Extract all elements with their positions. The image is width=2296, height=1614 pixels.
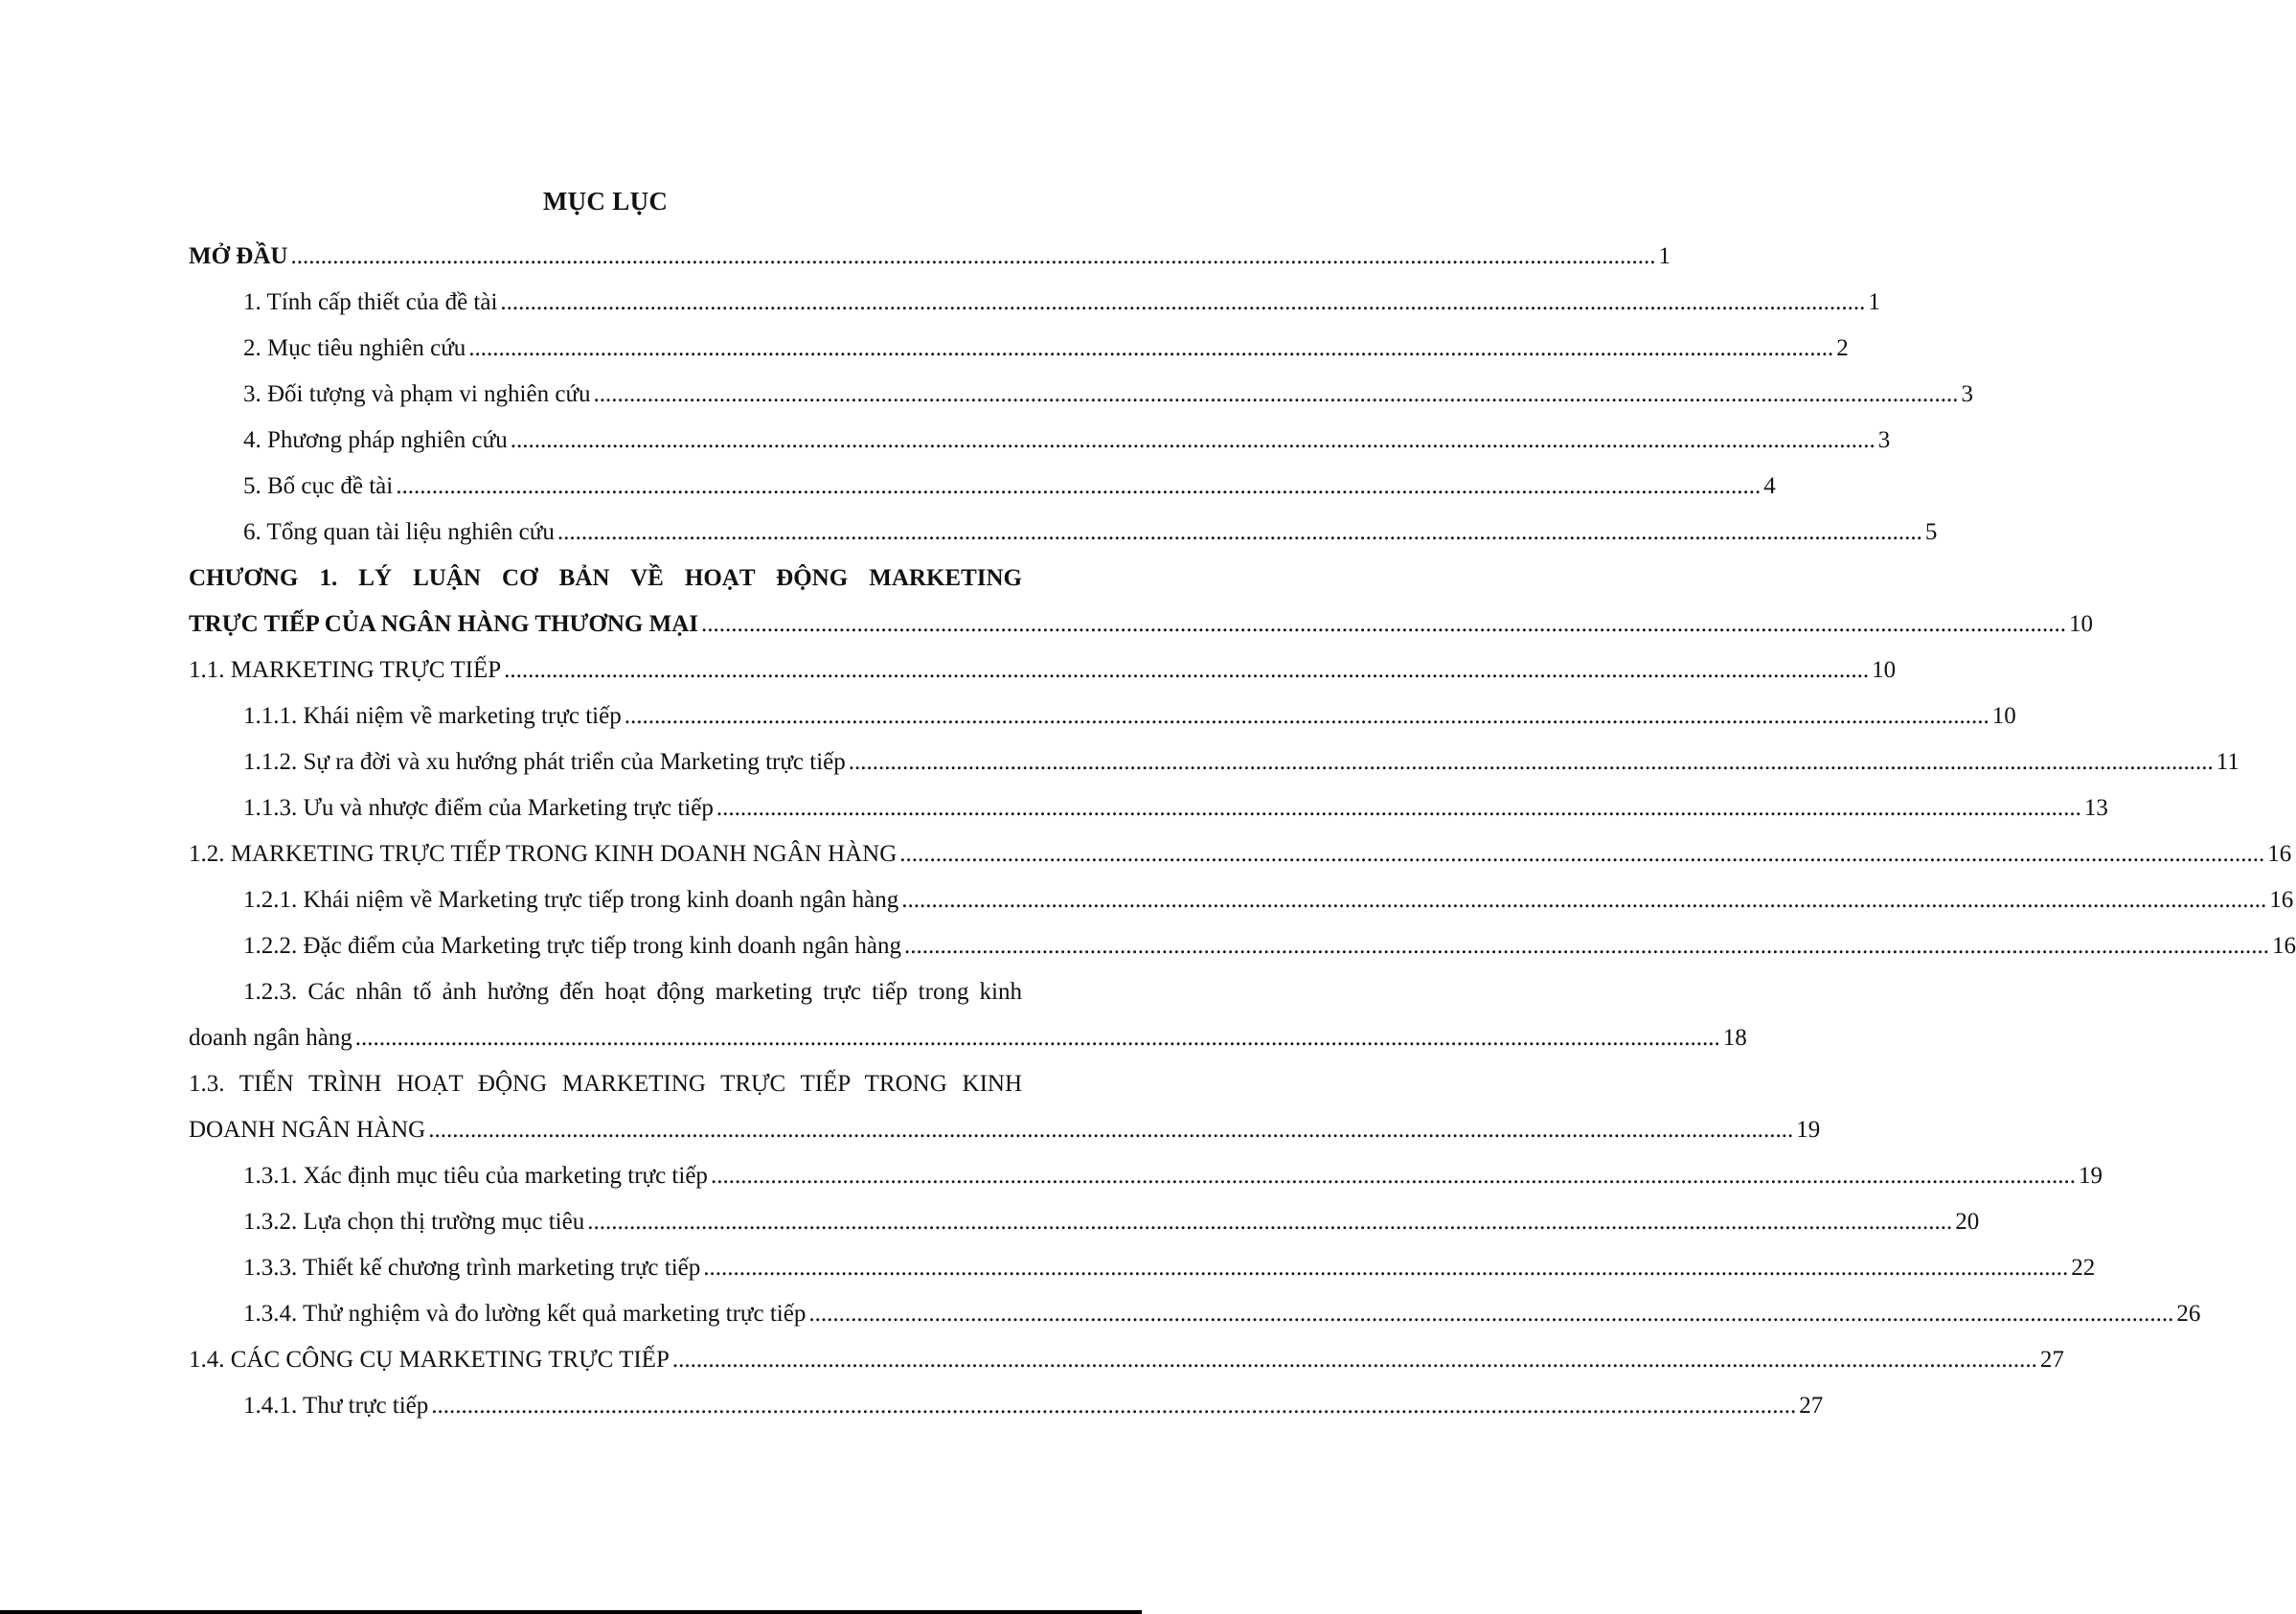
dot-leader <box>431 1383 1796 1429</box>
toc-entry[interactable] <box>189 831 2292 877</box>
toc-entry[interactable] <box>189 1107 1821 1153</box>
toc-entry[interactable] <box>189 1199 1980 1245</box>
toc-entry-page: 26 <box>2176 1301 2201 1327</box>
toc-entry-text: MỞ ĐẦU <box>189 243 288 269</box>
dot-leader <box>899 831 2264 877</box>
toc-entry[interactable] <box>189 648 1897 693</box>
toc-entry-text: 1.1. MARKETING TRỰC TIẾP <box>189 657 502 683</box>
toc-entry-text: 1.1.3. Ưu và nhược điểm của Marketing trực tiếp <box>243 795 714 821</box>
toc-entry[interactable] <box>189 326 1849 372</box>
toc-entry-page: 3 <box>1961 381 1973 407</box>
table-of-contents <box>189 182 2296 1429</box>
toc-entry-page: 27 <box>1799 1393 1824 1419</box>
toc-entry[interactable] <box>189 1015 1747 1061</box>
dot-leader <box>711 1153 2076 1199</box>
toc-entry-text: 1.3.1. Xác định mục tiêu của marketing trực tiếp <box>243 1163 708 1189</box>
toc-entry-1-3-line-1[interactable]: 1.3. TIẾN TRÌNH HOẠT ĐỘNG MARKETING TRỰC TIẾP TRONG KINH <box>189 1071 1022 1097</box>
page-bottom-edge <box>0 1610 1142 1614</box>
toc-entry-page: 2 <box>1836 335 1849 361</box>
toc-entry-text: 1.2.2. Đặc điểm của Marketing trực tiếp trong kinh doanh ngân hàng <box>243 933 901 959</box>
toc-entry-page: 16 <box>2271 933 2296 959</box>
toc-entry-page: 5 <box>1924 519 1938 545</box>
dot-leader <box>849 739 2214 785</box>
dot-leader <box>625 693 1989 739</box>
dot-leader <box>511 418 1875 464</box>
toc-entry[interactable] <box>189 739 2239 785</box>
toc-entry[interactable] <box>189 510 1938 556</box>
toc-entry-text: 1.4.1. Thư trực tiếp <box>243 1393 429 1419</box>
dot-leader <box>701 602 2066 648</box>
toc-entry-text: TRỰC TIẾP CỦA NGÂN HÀNG THƯƠNG MẠI <box>189 611 698 637</box>
toc-entry[interactable] <box>189 1291 2201 1337</box>
toc-entry-page: 13 <box>2083 795 2108 821</box>
toc-entry-text: 1.1.2. Sự ra đời và xu hướng phát triển của Marketing trực tiếp <box>243 749 846 775</box>
toc-entry-1-2-3-line-1[interactable]: 1.2.3. Các nhân tố ảnh hưởng đến hoạt động marketing trực tiếp trong kinh <box>243 979 1022 1005</box>
toc-entry-text: 1.2. MARKETING TRỰC TIẾP TRONG KINH DOANH NGÂN HÀNG <box>189 841 898 867</box>
toc-entry[interactable] <box>189 693 2016 739</box>
dot-leader <box>703 1245 2068 1291</box>
toc-entry-text: doanh ngân hàng <box>189 1025 352 1051</box>
toc-entry-page: 16 <box>2267 841 2292 867</box>
toc-entry-text: 2. Mục tiêu nghiên cứu <box>243 335 466 361</box>
toc-entry-page: 20 <box>1955 1209 1980 1235</box>
toc-entry-page: 4 <box>1763 473 1776 499</box>
toc-entry-page: 19 <box>2078 1163 2103 1189</box>
toc-entry-page: 11 <box>2216 749 2239 775</box>
toc-entry-text: 1.1.1. Khái niệm về marketing trực tiếp <box>243 703 622 729</box>
dot-leader <box>904 923 2269 969</box>
dot-leader <box>396 464 1761 510</box>
dot-leader <box>557 510 1922 556</box>
toc-entry-page: 1 <box>1658 243 1671 269</box>
toc-entry[interactable] <box>189 372 1973 418</box>
toc-entry[interactable] <box>189 280 1880 326</box>
toc-entry-page: 10 <box>1991 703 2016 729</box>
dot-leader <box>716 785 2081 831</box>
toc-title: MỤC LỤC <box>542 187 669 216</box>
dot-leader <box>901 877 2266 923</box>
toc-entry-text: 1.3.2. Lựa chọn thị trường mục tiêu <box>243 1209 585 1235</box>
toc-entry-text: 6. Tổng quan tài liệu nghiên cứu <box>243 519 555 545</box>
toc-entry-text: 1.4. CÁC CÔNG CỤ MARKETING TRỰC TIẾP <box>189 1347 670 1373</box>
toc-entry-text: 1. Tính cấp thiết của đề tài <box>243 289 498 315</box>
toc-entry-page: 27 <box>2039 1347 2064 1373</box>
toc-entry-chapter-1-line-1[interactable]: CHƯƠNG 1. LÝ LUẬN CƠ BẢN VỀ HOẠT ĐỘNG MARKETING <box>189 565 1022 591</box>
toc-entry-page: 16 <box>2269 887 2294 913</box>
toc-entry[interactable] <box>189 1383 1824 1429</box>
toc-entry[interactable] <box>189 923 2296 969</box>
dot-leader <box>672 1337 2037 1383</box>
toc-entry[interactable] <box>189 1245 2096 1291</box>
toc-entry-text: 3. Đối tượng và phạm vi nghiên cứu <box>243 381 591 407</box>
toc-entry[interactable] <box>189 1153 2103 1199</box>
dot-leader <box>428 1107 1793 1153</box>
toc-entry-page: 3 <box>1877 427 1891 453</box>
dot-leader <box>290 234 1655 280</box>
toc-entry-chapter-1[interactable] <box>189 602 2093 648</box>
dot-leader <box>468 326 1833 372</box>
dot-leader <box>355 1015 1720 1061</box>
dot-leader <box>587 1199 1952 1245</box>
toc-entry-text: 1.2.1. Khái niệm về Marketing trực tiếp trong kinh doanh ngân hàng <box>243 887 899 913</box>
toc-entry-page: 10 <box>2068 611 2093 637</box>
toc-entry[interactable] <box>189 464 1776 510</box>
toc-entry-text: DOANH NGÂN HÀNG <box>189 1117 426 1143</box>
toc-entry-page: 19 <box>1796 1117 1821 1143</box>
toc-entry-text: 5. Bố cục đề tài <box>243 473 394 499</box>
toc-entry[interactable] <box>189 877 2294 923</box>
toc-entry-text: 1.3.3. Thiết kế chương trình marketing trực tiếp <box>243 1255 701 1281</box>
toc-entry[interactable] <box>189 1337 2064 1383</box>
dot-leader <box>504 648 1869 693</box>
toc-entry[interactable] <box>189 785 2108 831</box>
toc-entry-page: 1 <box>1868 289 1880 315</box>
toc-entry-text: 1.3.4. Thử nghiệm và đo lường kết quả marketing trực tiếp <box>243 1301 807 1327</box>
toc-entry-mo-dau[interactable] <box>189 234 1671 280</box>
toc-entry-page: 18 <box>1722 1025 1747 1051</box>
dot-leader <box>594 372 1959 418</box>
dot-leader <box>808 1291 2173 1337</box>
toc-entry-text: 4. Phương pháp nghiên cứu <box>243 427 508 453</box>
toc-entry-page: 22 <box>2071 1255 2096 1281</box>
toc-entry[interactable] <box>189 418 1891 464</box>
dot-leader <box>500 280 1865 326</box>
toc-entry-page: 10 <box>1872 657 1897 683</box>
